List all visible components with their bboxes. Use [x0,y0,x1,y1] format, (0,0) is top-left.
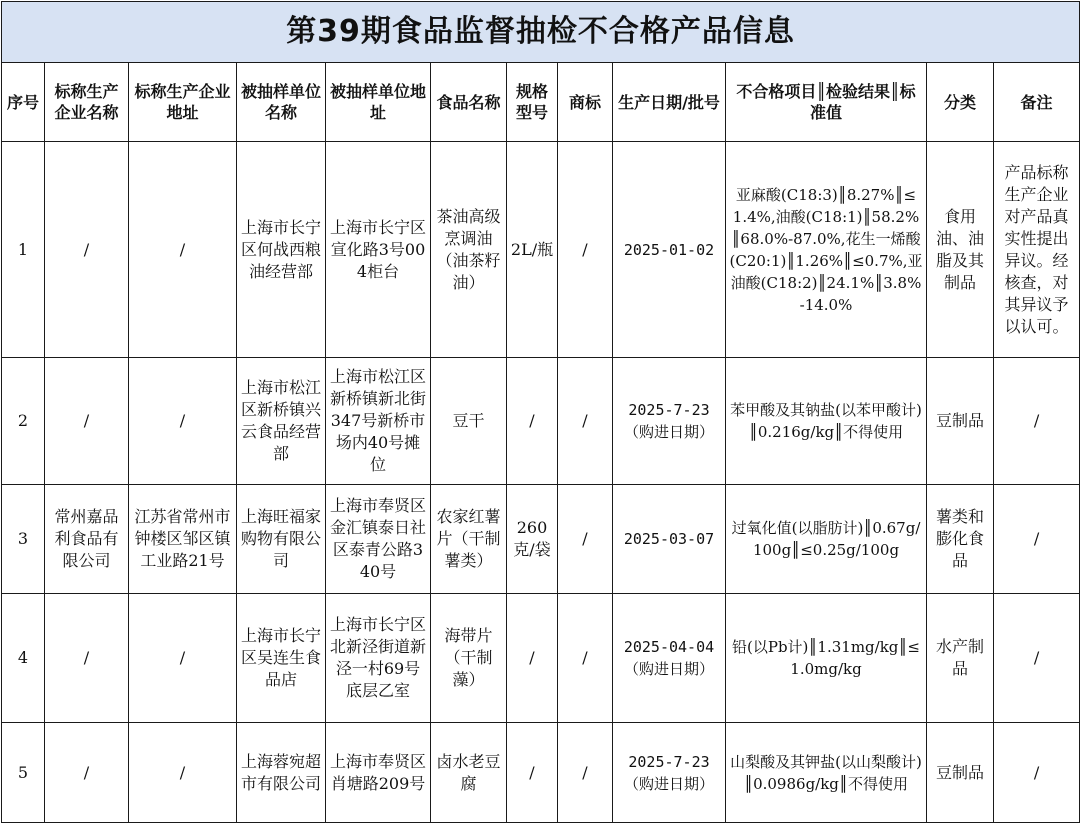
cell-food-name: 茶油高级烹调油（油茶籽油） [431,142,507,358]
cell-defect: 山梨酸及其钾盐(以山梨酸计)║0.0986g/kg║不得使用 [726,723,927,823]
cell-sampled-unit: 上海旺福家购物有限公司 [237,485,326,594]
cell-category: 豆制品 [927,358,994,485]
header-brand: 商标 [558,63,613,142]
header-no: 序号 [2,63,45,142]
cell-brand: / [558,358,613,485]
cell-defect: 苯甲酸及其钠盐(以苯甲酸计)║0.216g/kg║不得使用 [726,358,927,485]
cell-date: 2025-7-23（购进日期） [613,358,726,485]
cell-producer-address: / [129,142,237,358]
cell-spec: / [507,723,558,823]
cell-no: 2 [2,358,45,485]
cell-remark: / [994,723,1080,823]
cell-spec: / [507,358,558,485]
table-row [2,485,1080,594]
cell-brand: / [558,142,613,358]
header-producer: 标称生产企业名称 [45,63,129,142]
cell-remark: / [994,594,1080,723]
cell-date: 2025-01-02 [613,142,726,358]
cell-producer: / [45,594,129,723]
cell-sampled-unit: 上海市长宁区吴连生食品店 [237,594,326,723]
cell-no: 4 [2,594,45,723]
header-food-name: 食品名称 [431,63,507,142]
cell-sampled-address: 上海市松江区新桥镇新北街347号新桥市场内40号摊位 [326,358,431,485]
header-defect: 不合格项目║检验结果║标准值 [726,63,927,142]
cell-producer: / [45,723,129,823]
cell-sampled-unit: 上海蓉宛超市有限公司 [237,723,326,823]
cell-producer: 常州嘉品利食品有限公司 [45,485,129,594]
cell-brand: / [558,594,613,723]
cell-spec: 260克/袋 [507,485,558,594]
cell-sampled-unit: 上海市长宁区何战西粮油经营部 [237,142,326,358]
cell-food-name: 农家红薯片（干制薯类） [431,485,507,594]
cell-spec: 2L/瓶 [507,142,558,358]
cell-food-name: 豆干 [431,358,507,485]
cell-sampled-address: 上海市奉贤区金汇镇泰日社区泰青公路340号 [326,485,431,594]
cell-producer-address: / [129,594,237,723]
table-row [2,594,1080,723]
cell-no: 3 [2,485,45,594]
cell-date: 2025-04-04（购进日期） [613,594,726,723]
table-row [2,723,1080,823]
cell-remark: 产品标称生产企业对产品真实性提出异议。经核查，对其异议予以认可。 [994,142,1080,358]
cell-category: 水产制品 [927,594,994,723]
header-sampled-address: 被抽样单位地址 [326,63,431,142]
cell-remark: / [994,358,1080,485]
cell-sampled-unit: 上海市松江区新桥镇兴云食品经营部 [237,358,326,485]
header-category: 分类 [927,63,994,142]
cell-sampled-address: 上海市奉贤区肖塘路209号 [326,723,431,823]
cell-producer-address: / [129,723,237,823]
cell-defect: 亚麻酸(C18:3)║8.27%║≤1.4%,油酸(C18:1)║58.2%║68.0%-87.0%,花生一烯酸(C20:1)║1.26%║≤0.7%,亚油酸(C18:2)║24.1%║3.8%-14.0% [726,142,927,358]
cell-category: 食用油、油脂及其制品 [927,142,994,358]
cell-food-name: 卤水老豆腐 [431,723,507,823]
header-date: 生产日期/批号 [613,63,726,142]
unqualified-products-table [1,1,1080,823]
table-row [2,142,1080,358]
cell-remark: / [994,485,1080,594]
cell-defect: 过氧化值(以脂肪计)║0.67g/100g║≤0.25g/100g [726,485,927,594]
page-title: 第39期食品监督抽检不合格产品信息 [2,2,1080,63]
cell-date: 2025-7-23（购进日期） [613,723,726,823]
cell-category: 薯类和膨化食品 [927,485,994,594]
cell-producer: / [45,358,129,485]
table-header-row [2,63,1080,142]
header-spec: 规格型号 [507,63,558,142]
cell-brand: / [558,723,613,823]
cell-brand: / [558,485,613,594]
table-row [2,358,1080,485]
cell-spec: / [507,594,558,723]
cell-no: 1 [2,142,45,358]
cell-no: 5 [2,723,45,823]
cell-food-name: 海带片（干制藻） [431,594,507,723]
cell-defect: 铅(以Pb计)║1.31mg/kg║≤1.0mg/kg [726,594,927,723]
cell-category: 豆制品 [927,723,994,823]
cell-date: 2025-03-07 [613,485,726,594]
header-sampled-unit: 被抽样单位名称 [237,63,326,142]
cell-producer-address: / [129,358,237,485]
header-producer-address: 标称生产企业地址 [129,63,237,142]
cell-sampled-address: 上海市长宁区宣化路3号004柜台 [326,142,431,358]
cell-sampled-address: 上海市长宁区北新泾街道新泾一村69号底层乙室 [326,594,431,723]
header-remark: 备注 [994,63,1080,142]
cell-producer: / [45,142,129,358]
cell-producer-address: 江苏省常州市钟楼区邹区镇工业路21号 [129,485,237,594]
